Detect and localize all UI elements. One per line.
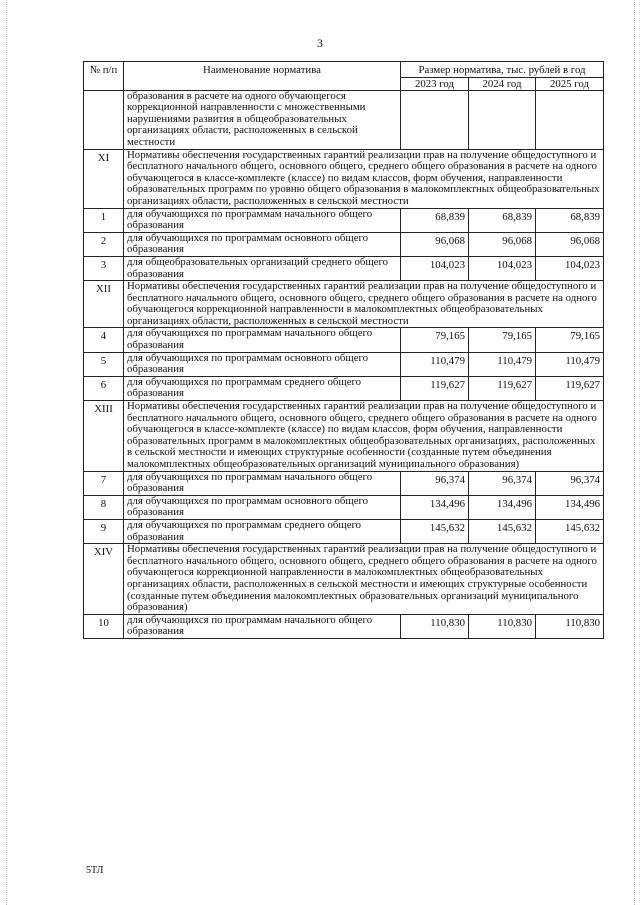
value-2024: 68,839 bbox=[469, 208, 536, 232]
table-row bbox=[84, 376, 604, 400]
section-title: Нормативы обеспечения государственных гарантий реализации прав на получение общедоступного и бесплатного начального общего, основного общего, среднего общего образования в расчете на одного обучающегося коррекционной направленности в малокомплектных общеобразовательных организациях области, расположенных в сельской местности и имеющих структурные особенности (созданные путем объединения малокомплектных образовательных организаций муниципального образования) bbox=[124, 544, 604, 615]
header-name: Наименование норматива bbox=[124, 62, 401, 91]
value-2023: 104,023 bbox=[401, 256, 469, 280]
value-2025: 134,496 bbox=[536, 495, 604, 519]
table-row bbox=[84, 352, 604, 376]
item-name: для обучающихся по программам основного общего образования bbox=[124, 232, 401, 256]
scan-edge-right bbox=[634, 0, 635, 905]
item-num: 2 bbox=[84, 232, 124, 256]
section-numeral: XI bbox=[84, 149, 124, 208]
value-2025: 79,165 bbox=[536, 328, 604, 352]
header-year-2025: 2025 год bbox=[536, 77, 604, 90]
item-num: 7 bbox=[84, 471, 124, 495]
value-2023: 134,496 bbox=[401, 495, 469, 519]
table-row bbox=[84, 471, 604, 495]
value-2025: 145,632 bbox=[536, 519, 604, 543]
item-num: 4 bbox=[84, 328, 124, 352]
table-row bbox=[84, 614, 604, 638]
value-2023: 119,627 bbox=[401, 376, 469, 400]
item-name: для обучающихся по программам начального общего образования bbox=[124, 471, 401, 495]
item-num: 3 bbox=[84, 256, 124, 280]
value-2024: 96,068 bbox=[469, 232, 536, 256]
continuation-value bbox=[536, 90, 604, 149]
table-row bbox=[84, 256, 604, 280]
value-2023: 96,068 bbox=[401, 232, 469, 256]
value-2024: 110,830 bbox=[469, 614, 536, 638]
section-numeral: XII bbox=[84, 281, 124, 328]
item-name: для обучающихся по программам среднего общего образования bbox=[124, 376, 401, 400]
table-row bbox=[84, 328, 604, 352]
value-2025: 110,830 bbox=[536, 614, 604, 638]
item-num: 6 bbox=[84, 376, 124, 400]
item-num: 1 bbox=[84, 208, 124, 232]
value-2025: 68,839 bbox=[536, 208, 604, 232]
item-name: для обучающихся по программам среднего общего образования bbox=[124, 519, 401, 543]
continuation-text: образования в расчете на одного обучающегося коррекционной направленности с множественными нарушениями развития в общеобразовательных организациях области, расположенных в сельской местности bbox=[124, 90, 401, 149]
item-name: для обучающихся по программам основного общего образования bbox=[124, 352, 401, 376]
value-2024: 79,165 bbox=[469, 328, 536, 352]
value-2023: 79,165 bbox=[401, 328, 469, 352]
section-numeral: XIII bbox=[84, 401, 124, 472]
value-2024: 104,023 bbox=[469, 256, 536, 280]
page-number: 3 bbox=[317, 38, 323, 50]
item-num: 8 bbox=[84, 495, 124, 519]
table-row bbox=[84, 232, 604, 256]
value-2024: 145,632 bbox=[469, 519, 536, 543]
value-2023: 145,632 bbox=[401, 519, 469, 543]
value-2025: 96,374 bbox=[536, 471, 604, 495]
header-row bbox=[84, 62, 604, 78]
footer-code: 5ТЛ bbox=[86, 865, 104, 876]
item-num: 9 bbox=[84, 519, 124, 543]
section-title: Нормативы обеспечения государственных гарантий реализации прав на получение общедоступного и бесплатного начального общего, основного общего, среднего общего образования в расчете на одного обучающегося в классе-комплекте (классе) по видам классов, форм обучения, направленности образовательных программ в малокомплектных общеобразовательных организациях, расположенных в сельской местности и имеющих структурные особенности (созданные путем объединения малокомплектных общеобразовательных организаций муниципального образования) bbox=[124, 401, 604, 472]
table-row bbox=[84, 208, 604, 232]
value-2024: 110,479 bbox=[469, 352, 536, 376]
value-2024: 119,627 bbox=[469, 376, 536, 400]
value-2025: 110,479 bbox=[536, 352, 604, 376]
section-row bbox=[84, 149, 604, 208]
continuation-value bbox=[401, 90, 469, 149]
item-name: для общеобразовательных организаций среднего общего образования bbox=[124, 256, 401, 280]
value-2023: 110,479 bbox=[401, 352, 469, 376]
header-year-2024: 2024 год bbox=[469, 77, 536, 90]
item-name: для обучающихся по программам начального общего образования bbox=[124, 328, 401, 352]
table-row bbox=[84, 495, 604, 519]
item-name: для обучающихся по программам основного общего образования bbox=[124, 495, 401, 519]
section-row bbox=[84, 401, 604, 472]
section-title: Нормативы обеспечения государственных гарантий реализации прав на получение общедоступного и бесплатного начального общего, основного общего, среднего общего образования в расчете на одного обучающегося в классе-комплекте (классе) по видам классов, форм обучения, направленности образовательных программ по уровню общего образования в малокомплектных общеобразовательных организациях области, расположенных в сельской местности bbox=[124, 149, 604, 208]
value-2024: 134,496 bbox=[469, 495, 536, 519]
item-num: 5 bbox=[84, 352, 124, 376]
continuation-value bbox=[469, 90, 536, 149]
item-num: 10 bbox=[84, 614, 124, 638]
item-name: для обучающихся по программам начального общего образования bbox=[124, 614, 401, 638]
value-2025: 104,023 bbox=[536, 256, 604, 280]
scan-edge-left bbox=[6, 0, 7, 905]
header-year-2023: 2023 год bbox=[401, 77, 469, 90]
normative-table bbox=[83, 61, 604, 639]
continuation-num bbox=[84, 90, 124, 149]
table-row bbox=[84, 519, 604, 543]
item-name: для обучающихся по программам начального общего образования bbox=[124, 208, 401, 232]
value-2023: 96,374 bbox=[401, 471, 469, 495]
section-numeral: XIV bbox=[84, 544, 124, 615]
value-2025: 96,068 bbox=[536, 232, 604, 256]
section-title: Нормативы обеспечения государственных гарантий реализации прав на получение общедоступного и бесплатного начального общего, основного общего, среднего общего образования в расчете на одного обучающегося коррекционной направленности в малокомплектных общеобразовательных организациях области, расположенных в сельской местности bbox=[124, 281, 604, 328]
section-row bbox=[84, 544, 604, 615]
header-num: № п/п bbox=[84, 62, 124, 91]
header-size: Размер норматива, тыс. рублей в год bbox=[401, 62, 604, 78]
value-2025: 119,627 bbox=[536, 376, 604, 400]
value-2023: 110,830 bbox=[401, 614, 469, 638]
value-2024: 96,374 bbox=[469, 471, 536, 495]
section-row bbox=[84, 281, 604, 328]
value-2023: 68,839 bbox=[401, 208, 469, 232]
continuation-row bbox=[84, 90, 604, 149]
